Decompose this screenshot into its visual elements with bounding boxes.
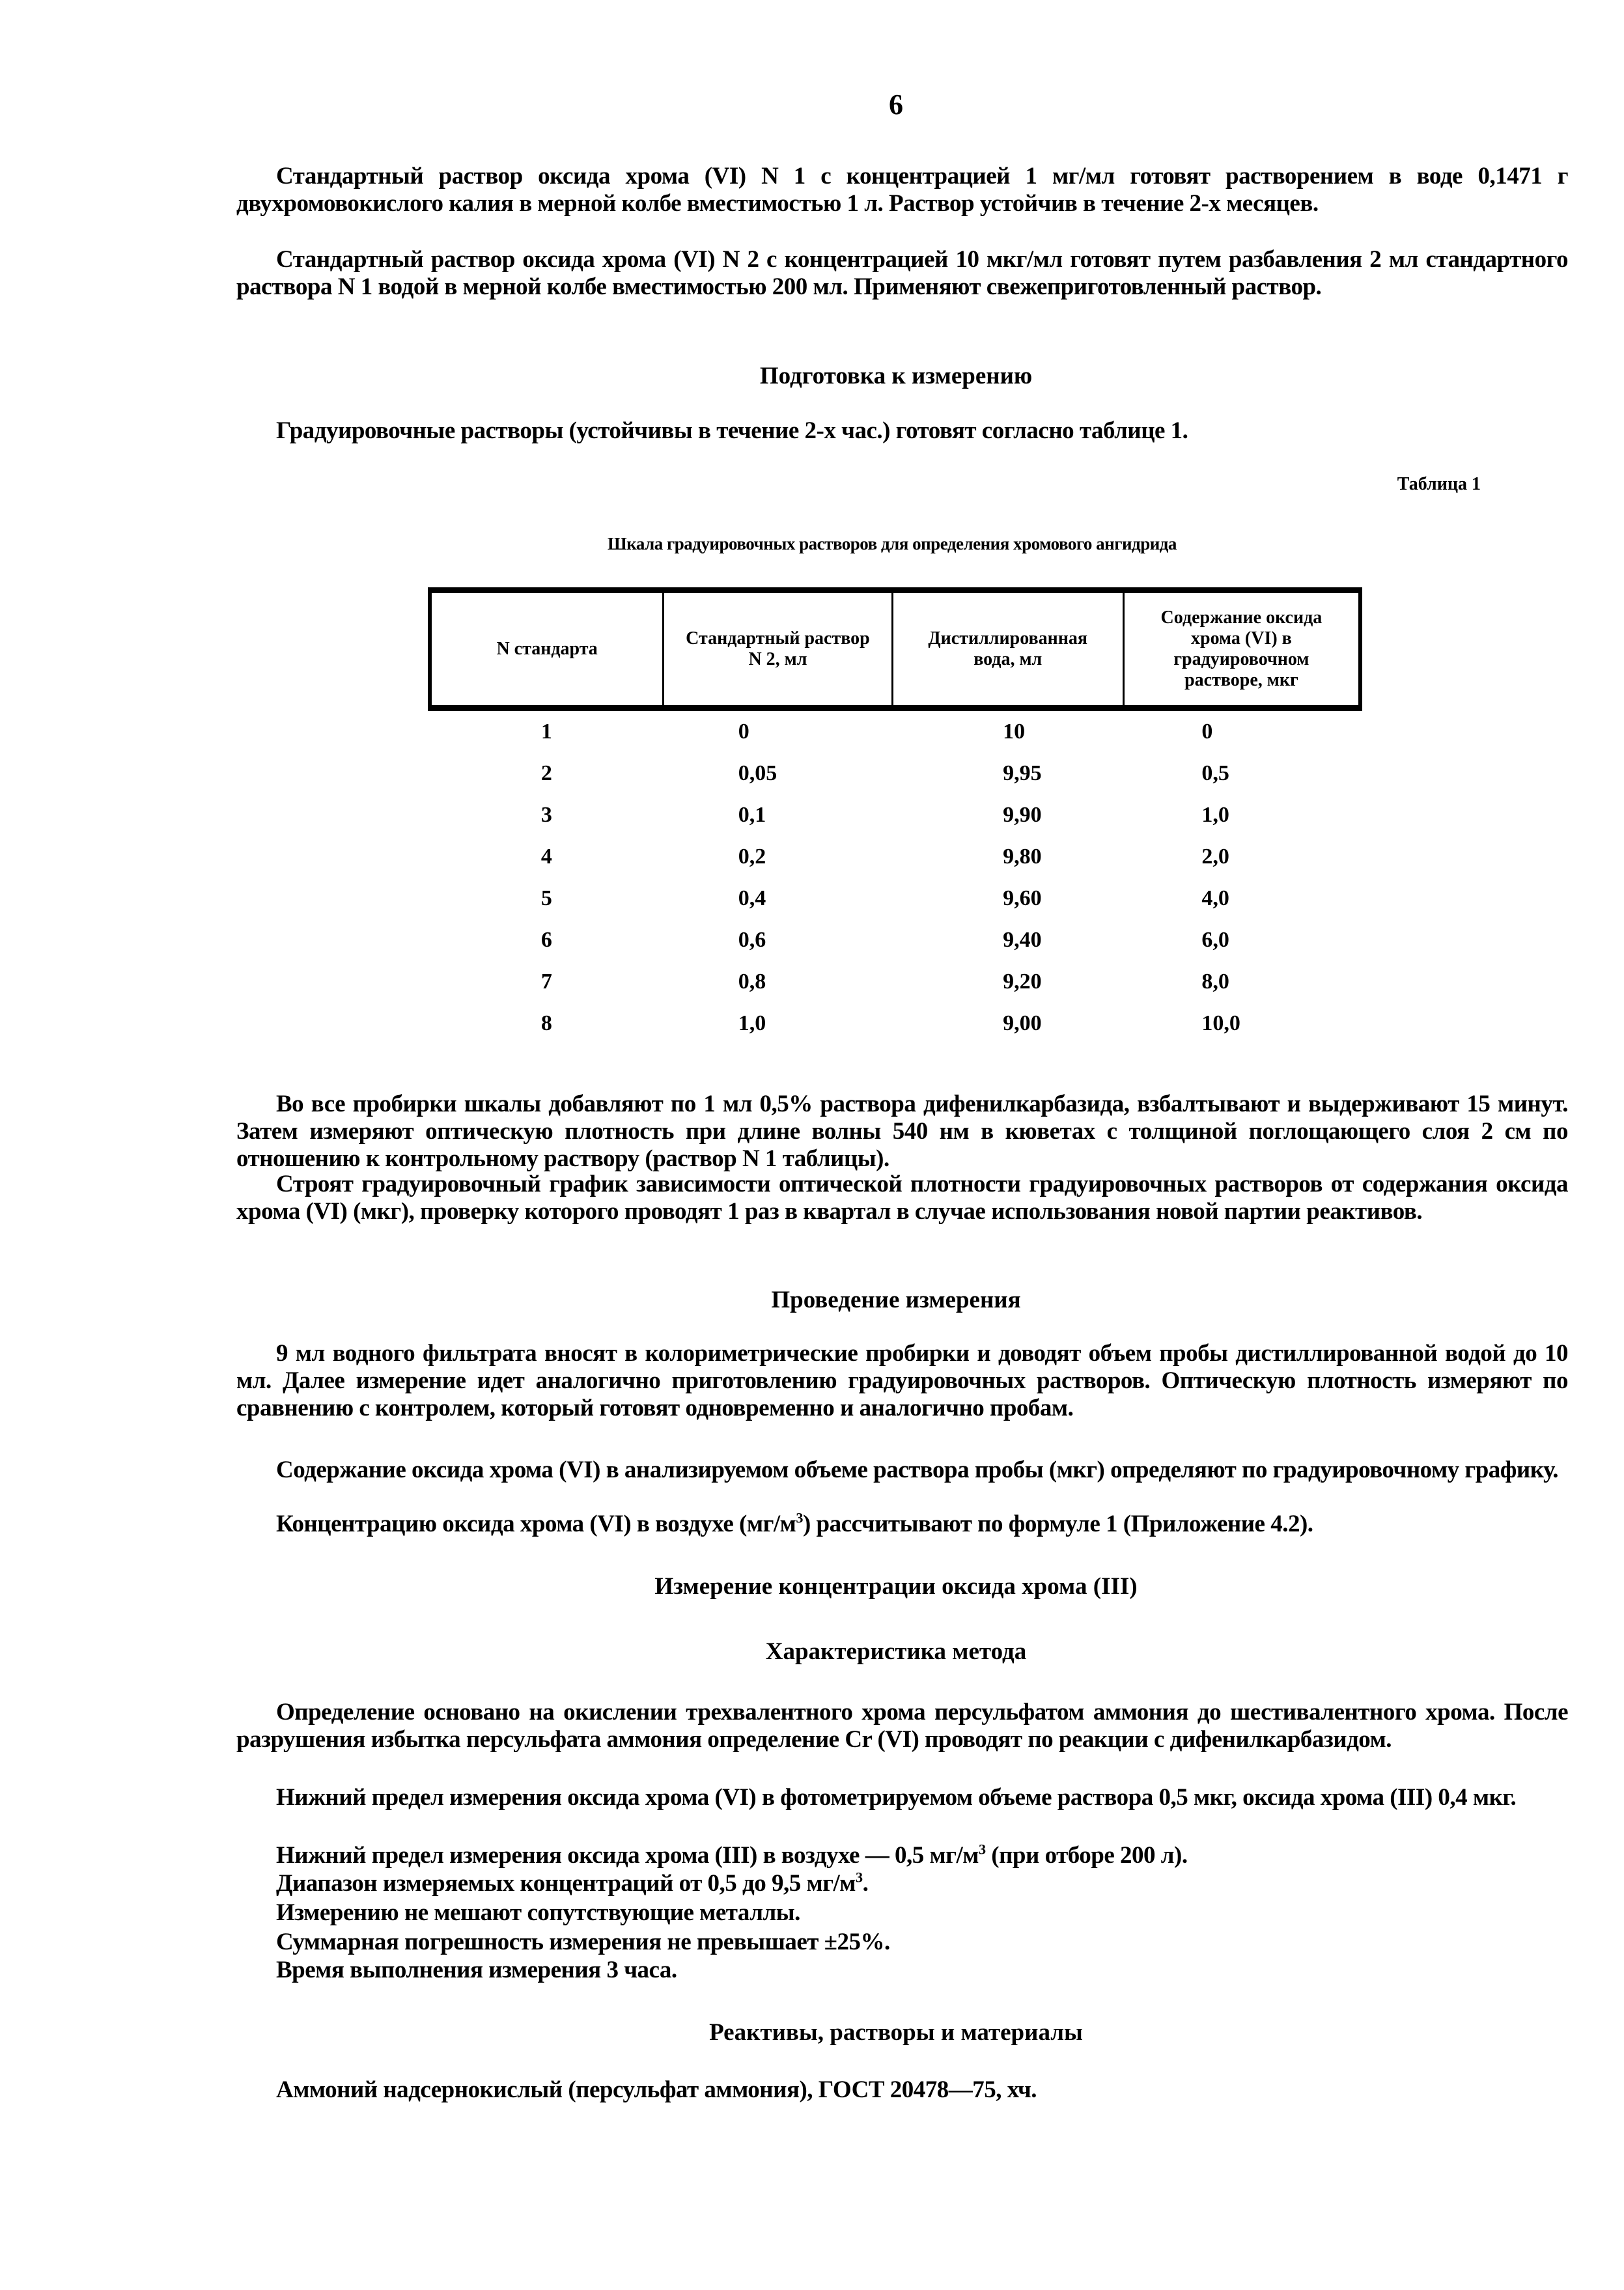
cell-distilled-water-ml: 9,60 [1003, 886, 1042, 910]
line-range [276, 1870, 868, 1897]
line-no-interference: Измерению не мешают сопутствующие металлы. [276, 1899, 800, 1926]
cell-standard-solution-ml: 0 [738, 719, 749, 744]
cell-chromium-content-mkg: 0,5 [1201, 761, 1229, 785]
cell-standard-number: 7 [540, 970, 552, 994]
column-header-distilled-water: Дистиллированная вода, мл [892, 591, 1123, 708]
cell-standard-number: 2 [540, 761, 552, 785]
cell-chromium-content-mkg: 8,0 [1201, 970, 1229, 994]
table-row [430, 919, 1360, 961]
cell-chromium-content-mkg: 1,0 [1201, 803, 1229, 827]
table-row [430, 1003, 1360, 1044]
cell-distilled-water-ml: 9,20 [1003, 970, 1042, 994]
paragraph-measurement-procedure: 9 мл водного фильтрата вносят в колориметрические пробирки и доводят объем пробы дистиллированной водой до 10 мл. Далее измерение идет аналогично приготовлению градуировочных растворов. Оптическую плотность измеряют по сравнению с контролем, который готовят одновременно и аналогично пробам. [236, 1340, 1568, 1421]
line-lower-limit-air [276, 1842, 1188, 1869]
text: Диапазон измеряемых концентраций от 0,5 до 9,5 мг/м [276, 1870, 856, 1897]
table-row [430, 961, 1360, 1003]
cell-distilled-water-ml: 9,90 [1003, 803, 1042, 827]
paragraph-lower-limit-photometric: Нижний предел измерения оксида хрома (VI) в фотометрируемом объеме раствора 0,5 мкг, оксида хрома (III) 0,4 мкг. [276, 1784, 1517, 1811]
table-row [430, 708, 1360, 753]
cell-standard-solution-ml: 0,2 [738, 845, 766, 869]
cell-chromium-content-mkg: 0 [1201, 719, 1213, 744]
cell-chromium-content-mkg: 6,0 [1201, 928, 1229, 952]
cell-standard-number: 8 [540, 1011, 552, 1035]
table-row [430, 878, 1360, 919]
line-duration: Время выполнения измерения 3 часа. [276, 1957, 677, 1983]
column-header-chromium-content: Содержание оксида хрома (VI) в градуировочном растворе, мкг [1123, 591, 1360, 708]
cell-distilled-water-ml: 9,00 [1003, 1011, 1042, 1035]
text: . [862, 1870, 869, 1897]
paragraph-diphenylcarbazide: Во все пробирки шкалы добавляют по 1 мл 0,5% раствора дифенилкарбазида, взбалтывают и выдерживают 15 минут. Затем измеряют оптическую плотность при длине волны 540 нм в кюветах с толщиной поглощающего слоя 2 см по отношению к контрольному раствору (раствор N 1 таблицы). [236, 1091, 1568, 1172]
cell-chromium-content-mkg: 10,0 [1201, 1011, 1240, 1035]
cell-distilled-water-ml: 9,40 [1003, 928, 1042, 952]
calibration-table [428, 587, 1362, 1044]
table-row [430, 836, 1360, 878]
cell-distilled-water-ml: 9,95 [1003, 761, 1042, 785]
table-row [430, 753, 1360, 794]
cell-standard-number: 3 [540, 803, 552, 827]
text: ) рассчитывают по формуле 1 (Приложение 4.2). [802, 1511, 1313, 1537]
section-heading-chromium-iii: Измерение концентрации оксида хрома (III) [654, 1573, 1138, 1600]
cell-standard-solution-ml: 0,05 [738, 761, 777, 785]
cell-distilled-water-ml: 9,80 [1003, 845, 1042, 869]
cell-standard-solution-ml: 1,0 [738, 1011, 766, 1035]
superscript: 3 [796, 1509, 803, 1526]
cell-chromium-content-mkg: 4,0 [1201, 886, 1229, 910]
superscript: 3 [978, 1841, 986, 1858]
line-ammonium-persulfate: Аммоний надсернокислый (персульфат аммония), ГОСТ 20478—75, хч. [276, 2076, 1037, 2103]
paragraph-standard-solution-1: Стандартный раствор оксида хрома (VI) N 1 с концентрацией 1 мг/мл готовят растворением в воде 0,1471 г двухромовокислого калия в мерной колбе вместимостью 1 л. Раствор устойчив в течение 2-х месяцев. [236, 163, 1568, 217]
paragraph-method-basis: Определение основано на окислении трехвалентного хрома персульфатом аммония до шестивалентного хрома. После разрушения избытка персульфата аммония определение Cr (VI) проводят по реакции с дифенилкарбазидом. [236, 1699, 1568, 1753]
page-number: 6 [889, 89, 903, 120]
cell-standard-number: 5 [540, 886, 552, 910]
superscript: 3 [855, 1869, 863, 1886]
text: (при отборе 200 л). [985, 1842, 1188, 1869]
table-label: Таблица 1 [1397, 474, 1481, 494]
section-heading-preparation: Подготовка к измерению [759, 363, 1033, 389]
cell-standard-solution-ml: 0,8 [738, 970, 766, 994]
cell-standard-solution-ml: 0,6 [738, 928, 766, 952]
text: Нижний предел измерения оксида хрома (III) в воздухе — 0,5 мг/м [276, 1842, 979, 1869]
table-caption: Шкала градуировочных растворов для определения хромового ангидрида [608, 534, 1177, 553]
column-header-standard-solution: Стандартный раствор N 2, мл [664, 591, 892, 708]
table-header-row [430, 591, 1360, 708]
cell-standard-number: 1 [540, 719, 552, 744]
cell-standard-solution-ml: 0,4 [738, 886, 766, 910]
cell-standard-number: 6 [540, 928, 552, 952]
subsection-heading-method: Характеристика метода [765, 1638, 1027, 1665]
paragraph-concentration-formula [276, 1511, 1313, 1538]
paragraph-content-determination: Содержание оксида хрома (VI) в анализируемом объеме раствора пробы (мкг) определяют по градуировочному графику. [276, 1457, 1559, 1483]
paragraph-calibration-solutions: Градуировочные растворы (устойчивы в течение 2-х час.) готовят согласно таблице 1. [276, 417, 1188, 444]
cell-standard-solution-ml: 0,1 [738, 803, 766, 827]
paragraph-calibration-graph: Строят градуировочный график зависимости оптической плотности градуировочных растворов от содержания оксида хрома (VI) (мкг), проверку которого проводят 1 раз в квартал в случае использования новой партии реактивов. [236, 1171, 1568, 1225]
section-heading-reagents: Реактивы, растворы и материалы [709, 2019, 1083, 2046]
section-heading-measurement: Проведение измерения [771, 1287, 1021, 1313]
text: Концентрацию оксида хрома (VI) в воздухе (мг/м [276, 1511, 796, 1537]
cell-standard-number: 4 [540, 845, 552, 869]
column-header-standard-number: N стандарта [430, 591, 664, 708]
table-row [430, 794, 1360, 836]
cell-chromium-content-mkg: 2,0 [1201, 845, 1229, 869]
line-total-error: Суммарная погрешность измерения не превышает ±25%. [276, 1929, 890, 1955]
cell-distilled-water-ml: 10 [1003, 719, 1026, 744]
paragraph-standard-solution-2: Стандартный раствор оксида хрома (VI) N 2 с концентрацией 10 мкг/мл готовят путем разбавления 2 мл стандартного раствора N 1 водой в мерной колбе вместимостью 200 мл. Применяют свежеприготовленный раствор. [236, 246, 1568, 300]
